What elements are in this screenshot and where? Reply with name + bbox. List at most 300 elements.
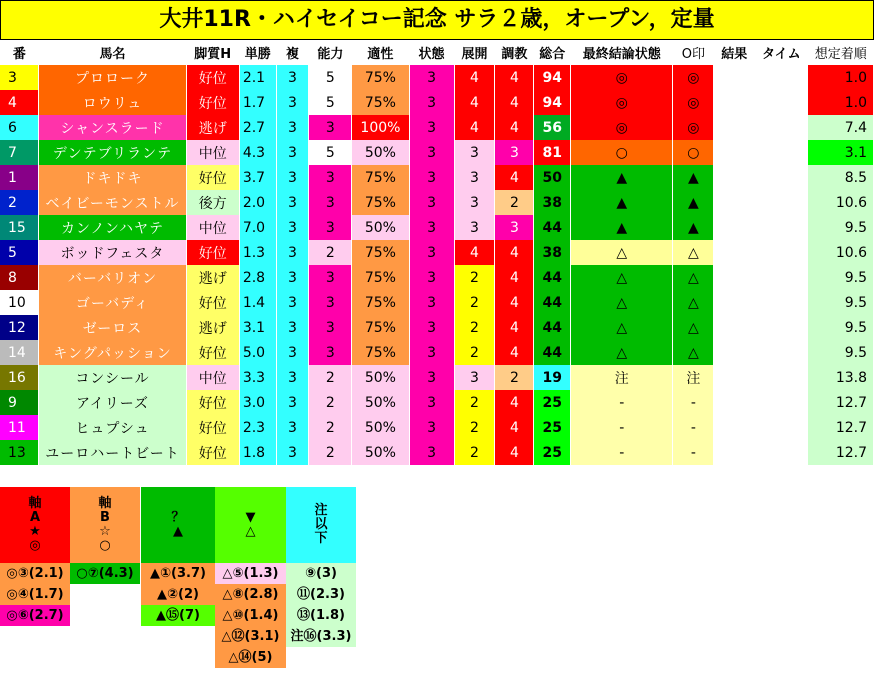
group-header-line: ★: [29, 524, 41, 539]
col-header-mark: O印: [673, 40, 714, 65]
total-score: 25: [534, 415, 571, 440]
group-header-line: 以: [314, 517, 328, 532]
group-item: ▲⑮(7): [141, 605, 215, 626]
horse-name: ドキドキ: [39, 165, 186, 190]
pace-score: 4: [454, 65, 495, 90]
aptitude-score: 75%: [352, 90, 409, 115]
horse-name: ボッドフェスタ: [39, 240, 186, 265]
o-mark: △: [673, 290, 714, 315]
total-score: 44: [534, 265, 571, 290]
condition-score: 3: [409, 65, 454, 90]
time-cell: [755, 315, 808, 340]
horse-number: 4: [0, 90, 39, 115]
group-item: ⑬(1.8): [286, 605, 356, 626]
place-value: 3: [276, 315, 309, 340]
col-header-result: 結果: [714, 40, 755, 65]
group-header-line: 下: [314, 531, 328, 546]
col-header-training: 調教: [495, 40, 534, 65]
pace-score: 2: [454, 315, 495, 340]
o-mark: ▲: [673, 190, 714, 215]
result-cell: [714, 365, 755, 390]
place-value: 3: [276, 265, 309, 290]
running-style: 中位: [186, 215, 239, 240]
horse-name: コンシール: [39, 365, 186, 390]
running-style: 好位: [186, 290, 239, 315]
pace-score: 2: [454, 340, 495, 365]
training-score: 4: [495, 440, 534, 465]
o-mark: △: [673, 315, 714, 340]
o-mark: -: [673, 415, 714, 440]
ability-score: 3: [309, 265, 352, 290]
total-score: 38: [534, 190, 571, 215]
win-odds: 2.7: [239, 115, 276, 140]
final-verdict: -: [571, 415, 673, 440]
win-odds: 1.4: [239, 290, 276, 315]
final-verdict: △: [571, 315, 673, 340]
col-header-rank: 想定着順: [808, 40, 874, 65]
expected-rank: 10.6: [808, 240, 874, 265]
training-score: 2: [495, 365, 534, 390]
ability-score: 3: [309, 190, 352, 215]
win-odds: 3.0: [239, 390, 276, 415]
table-row: [0, 90, 874, 115]
group-item: ◎③(2.1): [0, 563, 70, 584]
ability-score: 3: [309, 115, 352, 140]
horse-name: ロウリュ: [39, 90, 186, 115]
group-header-line: ○: [99, 538, 111, 553]
training-score: 4: [495, 115, 534, 140]
time-cell: [755, 365, 808, 390]
win-odds: 2.8: [239, 265, 276, 290]
total-score: 25: [534, 440, 571, 465]
group-item: △⑫(3.1): [215, 626, 286, 647]
group-header-line: 軸: [28, 496, 42, 511]
expected-rank: 12.7: [808, 440, 874, 465]
training-score: 4: [495, 315, 534, 340]
table-row: [0, 265, 874, 290]
expected-rank: 1.0: [808, 65, 874, 90]
o-mark: ○: [673, 140, 714, 165]
expected-rank: 13.8: [808, 365, 874, 390]
horse-number: 12: [0, 315, 39, 340]
col-header-aptitude: 適性: [352, 40, 409, 65]
group-triangle: [141, 487, 215, 626]
place-value: 3: [276, 115, 309, 140]
aptitude-score: 75%: [352, 165, 409, 190]
expected-rank: 1.0: [808, 90, 874, 115]
group-header-line: 軸: [98, 496, 112, 511]
horse-name: ヒュプシュ: [39, 415, 186, 440]
group-header: [215, 487, 286, 563]
o-mark: -: [673, 440, 714, 465]
page-title: 大井11R・ハイセイコー記念 サラ２歳，オープン，定量: [0, 0, 874, 40]
table-row: [0, 315, 874, 340]
running-style: 好位: [186, 440, 239, 465]
time-cell: [755, 165, 808, 190]
running-style: 好位: [186, 415, 239, 440]
col-header-condition: 状態: [409, 40, 454, 65]
final-verdict: ◎: [571, 65, 673, 90]
group-item: ⑪(2.3): [286, 584, 356, 605]
aptitude-score: 75%: [352, 315, 409, 340]
ability-score: 2: [309, 240, 352, 265]
aptitude-score: 50%: [352, 440, 409, 465]
table-row: [0, 165, 874, 190]
table-row: [0, 215, 874, 240]
aptitude-score: 100%: [352, 115, 409, 140]
ability-score: 2: [309, 365, 352, 390]
training-score: 3: [495, 215, 534, 240]
training-score: 3: [495, 140, 534, 165]
group-item: ◎④(1.7): [0, 584, 70, 605]
result-cell: [714, 265, 755, 290]
group-item: ◎⑥(2.7): [0, 605, 70, 626]
expected-rank: 7.4: [808, 115, 874, 140]
ability-score: 5: [309, 65, 352, 90]
group-header-line: ▼: [245, 510, 256, 525]
total-score: 94: [534, 65, 571, 90]
final-verdict: ◎: [571, 90, 673, 115]
training-score: 4: [495, 290, 534, 315]
win-odds: 2.0: [239, 190, 276, 215]
final-verdict: ○: [571, 140, 673, 165]
group-header-line: B: [100, 510, 110, 525]
pace-score: 2: [454, 290, 495, 315]
time-cell: [755, 390, 808, 415]
training-score: 4: [495, 165, 534, 190]
final-verdict: ▲: [571, 215, 673, 240]
final-verdict: -: [571, 440, 673, 465]
place-value: 3: [276, 190, 309, 215]
group-item: ⑨(3): [286, 563, 356, 584]
ability-score: 5: [309, 90, 352, 115]
win-odds: 3.1: [239, 315, 276, 340]
group-item: △⑧(2.8): [215, 584, 286, 605]
aptitude-score: 50%: [352, 415, 409, 440]
place-value: 3: [276, 165, 309, 190]
pace-score: 3: [454, 190, 495, 215]
ability-score: 2: [309, 440, 352, 465]
col-header-ability: 能力: [309, 40, 352, 65]
result-cell: [714, 90, 755, 115]
training-score: 2: [495, 190, 534, 215]
horse-name: ユーロハートビート: [39, 440, 186, 465]
col-header-fuku: 複: [276, 40, 309, 65]
col-header-style: 脚質H: [186, 40, 239, 65]
win-odds: 5.0: [239, 340, 276, 365]
table-row: [0, 140, 874, 165]
condition-score: 3: [409, 440, 454, 465]
table-row: [0, 115, 874, 140]
horse-name: シャンスラード: [39, 115, 186, 140]
time-cell: [755, 140, 808, 165]
aptitude-score: 50%: [352, 140, 409, 165]
win-odds: 2.1: [239, 65, 276, 90]
final-verdict: ▲: [571, 165, 673, 190]
group-item: △⑩(1.4): [215, 605, 286, 626]
running-style: 好位: [186, 165, 239, 190]
final-verdict: ◎: [571, 115, 673, 140]
horse-number: 3: [0, 65, 39, 90]
horse-name: ゼーロス: [39, 315, 186, 340]
col-header-odds: 単勝: [239, 40, 276, 65]
training-score: 4: [495, 240, 534, 265]
table-row: [0, 440, 874, 465]
final-verdict: △: [571, 265, 673, 290]
training-score: 4: [495, 390, 534, 415]
col-header-name: 馬名: [39, 40, 186, 65]
ability-score: 3: [309, 340, 352, 365]
o-mark: ◎: [673, 90, 714, 115]
horse-name: ゴーバディ: [39, 290, 186, 315]
horse-number: 10: [0, 290, 39, 315]
horse-number: 6: [0, 115, 39, 140]
final-verdict: ▲: [571, 190, 673, 215]
o-mark: ▲: [673, 215, 714, 240]
horse-number: 7: [0, 140, 39, 165]
time-cell: [755, 65, 808, 90]
o-mark: ◎: [673, 65, 714, 90]
aptitude-score: 75%: [352, 65, 409, 90]
time-cell: [755, 440, 808, 465]
ability-score: 2: [309, 415, 352, 440]
running-style: 逃げ: [186, 265, 239, 290]
ability-score: 3: [309, 290, 352, 315]
aptitude-score: 50%: [352, 390, 409, 415]
expected-rank: 9.5: [808, 290, 874, 315]
time-cell: [755, 90, 808, 115]
total-score: 56: [534, 115, 571, 140]
result-cell: [714, 415, 755, 440]
horse-number: 5: [0, 240, 39, 265]
horse-name: キングパッション: [39, 340, 186, 365]
win-odds: 1.7: [239, 90, 276, 115]
group-axis-a: [0, 487, 70, 626]
total-score: 81: [534, 140, 571, 165]
win-odds: 1.3: [239, 240, 276, 265]
prediction-table: [0, 40, 874, 465]
table-row: [0, 190, 874, 215]
horse-name: アイリーズ: [39, 390, 186, 415]
result-cell: [714, 290, 755, 315]
total-score: 38: [534, 240, 571, 265]
expected-rank: 9.5: [808, 340, 874, 365]
table-row: [0, 365, 874, 390]
table-row: [0, 290, 874, 315]
training-score: 4: [495, 340, 534, 365]
total-score: 44: [534, 215, 571, 240]
pace-score: 3: [454, 365, 495, 390]
place-value: 3: [276, 240, 309, 265]
condition-score: 3: [409, 290, 454, 315]
time-cell: [755, 215, 808, 240]
place-value: 3: [276, 290, 309, 315]
place-value: 3: [276, 365, 309, 390]
o-mark: 注: [673, 365, 714, 390]
result-cell: [714, 190, 755, 215]
pace-score: 2: [454, 390, 495, 415]
result-cell: [714, 240, 755, 265]
table-row: [0, 240, 874, 265]
group-header-line: ☆: [99, 524, 111, 539]
horse-number: 8: [0, 265, 39, 290]
pace-score: 4: [454, 115, 495, 140]
group-item: ○⑦(4.3): [70, 563, 140, 584]
total-score: 94: [534, 90, 571, 115]
o-mark: △: [673, 240, 714, 265]
condition-score: 3: [409, 315, 454, 340]
horse-number: 2: [0, 190, 39, 215]
win-odds: 3.7: [239, 165, 276, 190]
result-cell: [714, 215, 755, 240]
time-cell: [755, 190, 808, 215]
horse-number: 14: [0, 340, 39, 365]
total-score: 19: [534, 365, 571, 390]
win-odds: 1.8: [239, 440, 276, 465]
aptitude-score: 75%: [352, 190, 409, 215]
o-mark: -: [673, 390, 714, 415]
col-header-verdict: 最終結論状態: [571, 40, 673, 65]
group-header-line: A: [29, 510, 41, 525]
pace-score: 2: [454, 415, 495, 440]
pace-score: 3: [454, 165, 495, 190]
header-row: [0, 40, 874, 65]
condition-score: 3: [409, 140, 454, 165]
group-item: △⑭(5): [215, 647, 286, 668]
pace-score: 3: [454, 140, 495, 165]
final-verdict: △: [571, 340, 673, 365]
aptitude-score: 50%: [352, 365, 409, 390]
condition-score: 3: [409, 240, 454, 265]
condition-score: 3: [409, 415, 454, 440]
table-row: [0, 415, 874, 440]
group-header: [286, 487, 356, 563]
table-row: [0, 390, 874, 415]
ability-score: 3: [309, 215, 352, 240]
aptitude-score: 75%: [352, 290, 409, 315]
table-row: [0, 65, 874, 90]
time-cell: [755, 290, 808, 315]
running-style: 好位: [186, 240, 239, 265]
condition-score: 3: [409, 265, 454, 290]
group-item: ▲②(2): [141, 584, 215, 605]
running-style: 好位: [186, 65, 239, 90]
horse-name: カンノンハヤテ: [39, 215, 186, 240]
place-value: 3: [276, 390, 309, 415]
final-verdict: 注: [571, 365, 673, 390]
training-score: 4: [495, 90, 534, 115]
col-header-num: 番: [0, 40, 39, 65]
training-score: 4: [495, 265, 534, 290]
place-value: 3: [276, 440, 309, 465]
result-cell: [714, 165, 755, 190]
pace-score: 2: [454, 440, 495, 465]
final-verdict: -: [571, 390, 673, 415]
win-odds: 7.0: [239, 215, 276, 240]
place-value: 3: [276, 140, 309, 165]
expected-rank: 10.6: [808, 190, 874, 215]
pace-score: 3: [454, 215, 495, 240]
expected-rank: 8.5: [808, 165, 874, 190]
aptitude-score: 75%: [352, 340, 409, 365]
aptitude-score: 75%: [352, 265, 409, 290]
place-value: 3: [276, 415, 309, 440]
training-score: 4: [495, 65, 534, 90]
expected-rank: 9.5: [808, 215, 874, 240]
result-cell: [714, 440, 755, 465]
group-header: [0, 487, 70, 563]
running-style: 逃げ: [186, 315, 239, 340]
total-score: 25: [534, 390, 571, 415]
result-cell: [714, 140, 755, 165]
result-cell: [714, 315, 755, 340]
col-header-pace: 展開: [454, 40, 495, 65]
o-mark: △: [673, 265, 714, 290]
win-odds: 3.3: [239, 365, 276, 390]
horse-number: 1: [0, 165, 39, 190]
condition-score: 3: [409, 215, 454, 240]
horse-number: 11: [0, 415, 39, 440]
final-verdict: △: [571, 240, 673, 265]
group-item: 注⑯(3.3): [286, 626, 356, 647]
place-value: 3: [276, 65, 309, 90]
pace-score: 4: [454, 90, 495, 115]
horse-name: バーバリオン: [39, 265, 186, 290]
group-header: [141, 487, 215, 563]
ability-score: 5: [309, 140, 352, 165]
aptitude-score: 50%: [352, 215, 409, 240]
o-mark: ◎: [673, 115, 714, 140]
time-cell: [755, 265, 808, 290]
group-note: [286, 487, 356, 647]
group-header-line: 注: [314, 503, 328, 518]
running-style: 逃げ: [186, 115, 239, 140]
place-value: 3: [276, 90, 309, 115]
aptitude-score: 75%: [352, 240, 409, 265]
running-style: 好位: [186, 90, 239, 115]
expected-rank: 9.5: [808, 265, 874, 290]
horse-number: 16: [0, 365, 39, 390]
condition-score: 3: [409, 165, 454, 190]
condition-score: 3: [409, 365, 454, 390]
group-header-line: ▲: [173, 524, 183, 539]
running-style: 好位: [186, 340, 239, 365]
result-cell: [714, 115, 755, 140]
horse-name: デンテブリランテ: [39, 140, 186, 165]
horse-name: プロローク: [39, 65, 186, 90]
o-mark: ▲: [673, 165, 714, 190]
group-item: ▲①(3.7): [141, 563, 215, 584]
ability-score: 2: [309, 390, 352, 415]
result-cell: [714, 340, 755, 365]
expected-rank: 9.5: [808, 315, 874, 340]
win-odds: 4.3: [239, 140, 276, 165]
result-cell: [714, 65, 755, 90]
col-header-time: タイム: [755, 40, 808, 65]
total-score: 50: [534, 165, 571, 190]
time-cell: [755, 115, 808, 140]
time-cell: [755, 240, 808, 265]
time-cell: [755, 415, 808, 440]
total-score: 44: [534, 340, 571, 365]
condition-score: 3: [409, 190, 454, 215]
group-delta: [215, 487, 286, 668]
condition-score: 3: [409, 390, 454, 415]
place-value: 3: [276, 215, 309, 240]
pace-score: 4: [454, 240, 495, 265]
horse-number: 13: [0, 440, 39, 465]
horse-name: ベイビーモンストル: [39, 190, 186, 215]
